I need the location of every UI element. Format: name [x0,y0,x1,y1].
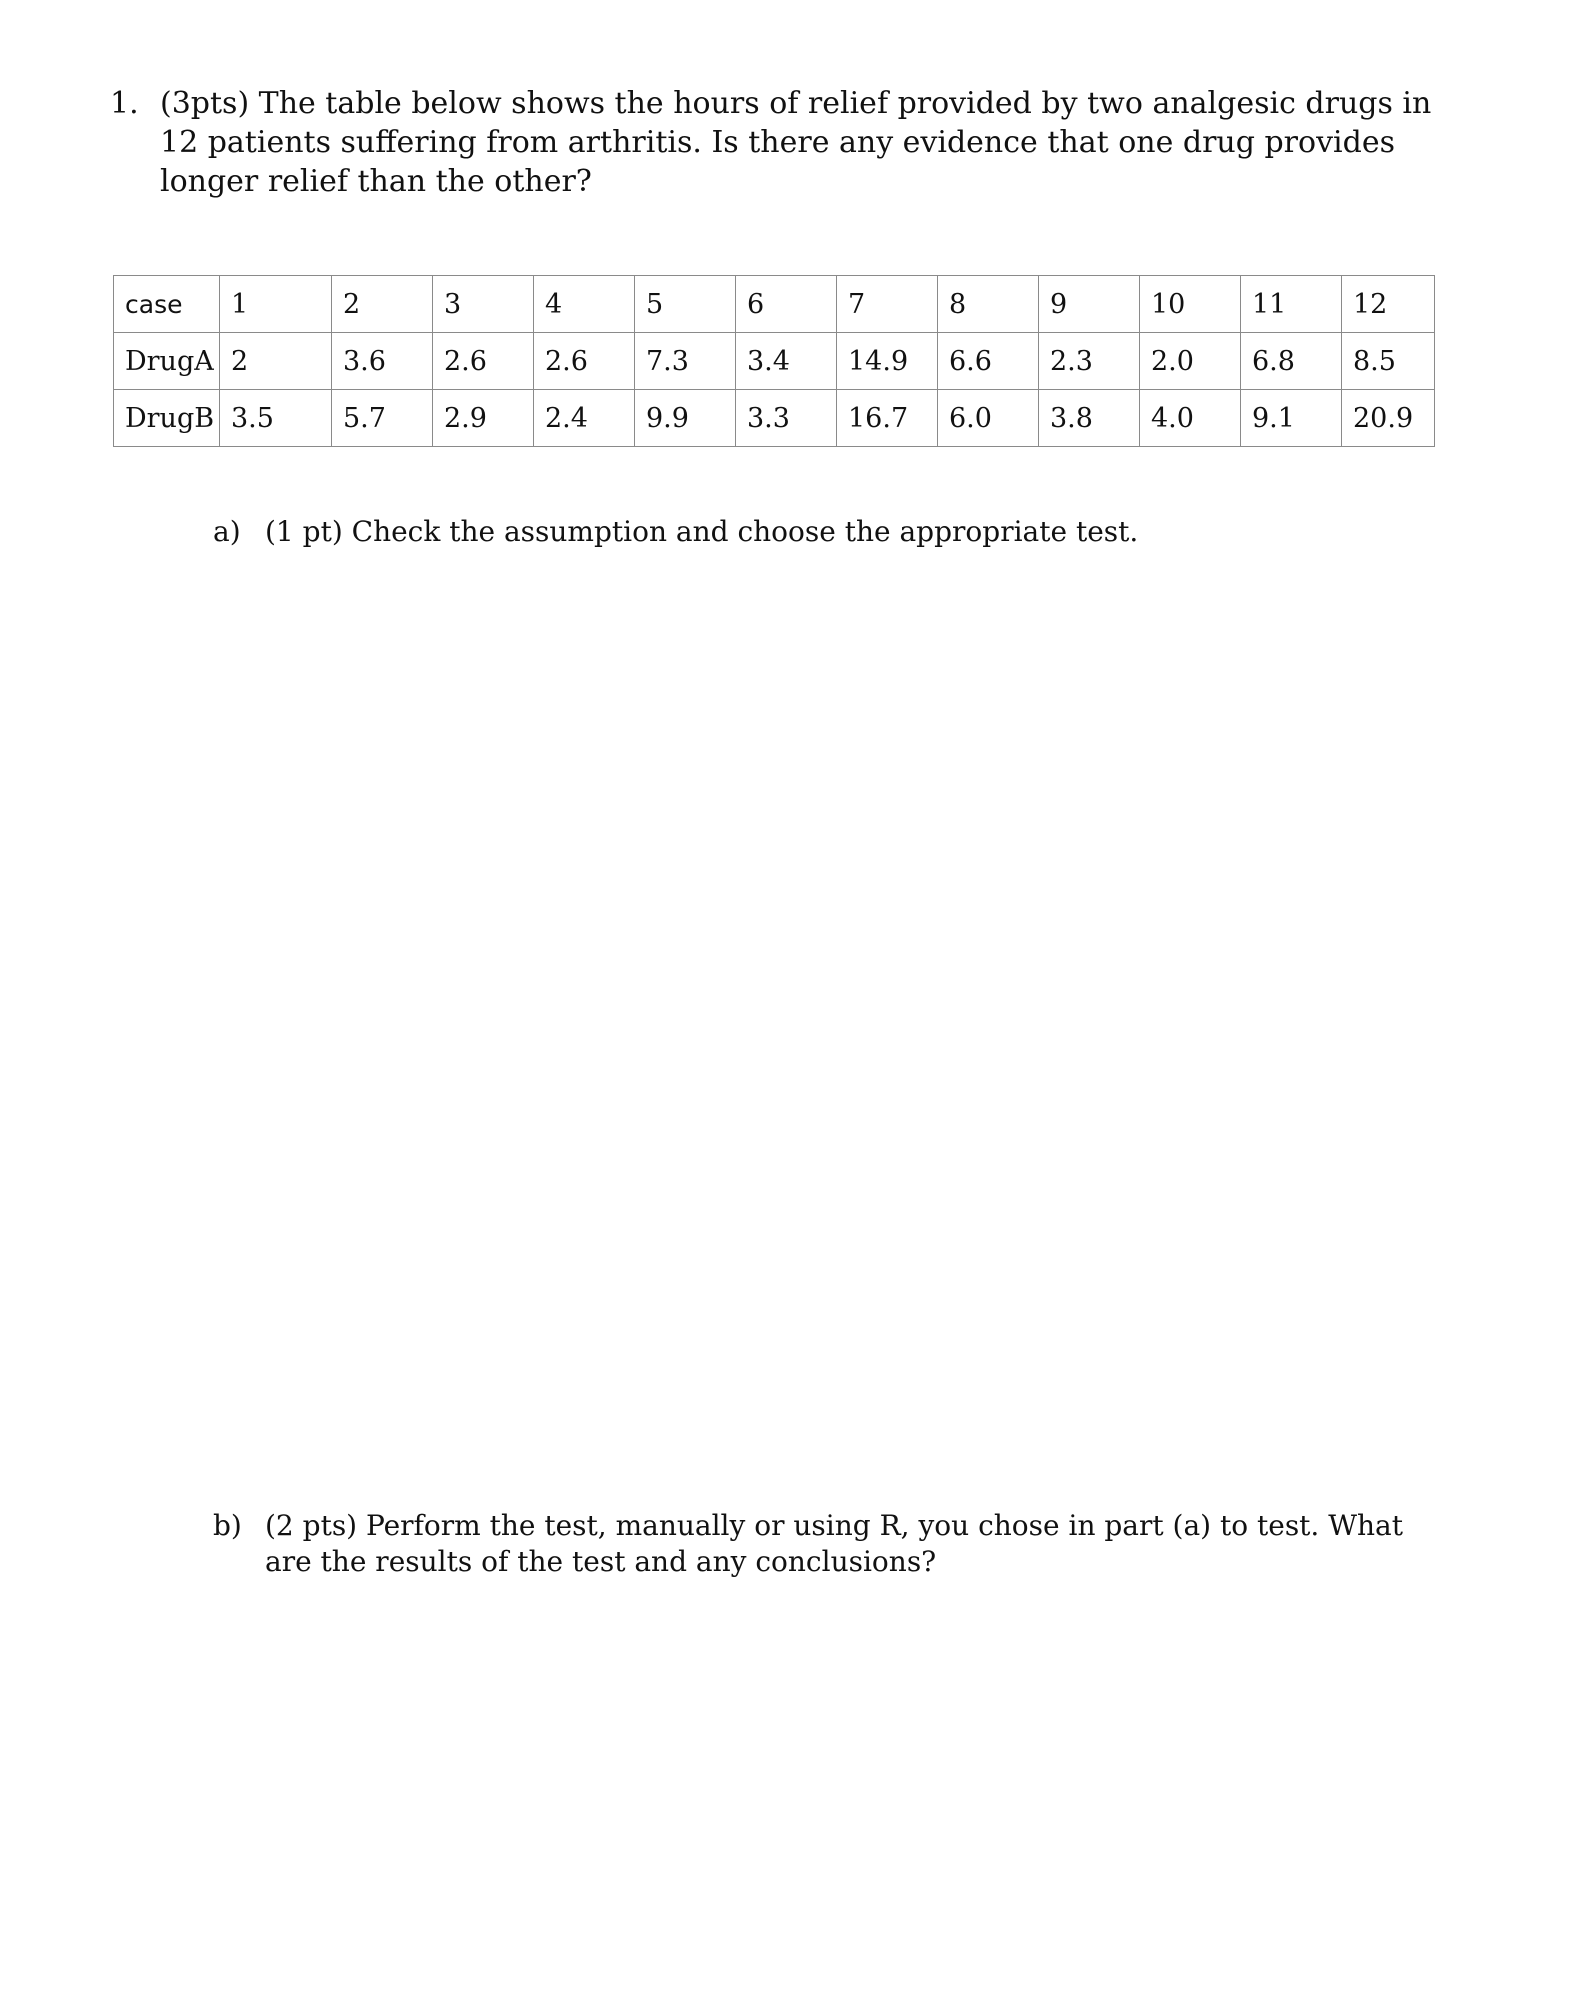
table-cell: 5 [635,276,736,333]
table-cell: 2.3 [1039,333,1140,390]
question-text: (3pts) The table below shows the hours of relief provided by two analgesic drugs in 12 patients suffering from arthritis. Is there any evidence that one drug provides longer relief than the other? [160,86,1432,199]
table-cell: 4 [534,276,635,333]
table-cell: 2.4 [534,390,635,447]
table-cell: 6.8 [1241,333,1342,390]
table-cell: 8 [938,276,1039,333]
table-cell: DrugB [114,390,220,447]
table-cell: 2 [220,333,332,390]
table-cell: 7 [837,276,938,333]
table-cell: 8.5 [1342,333,1435,390]
table-cell: 3.6 [332,333,433,390]
table-cell: 10 [1140,276,1241,333]
part-a-text: (1 pt) Check the assumption and choose the appropriate test. [265,515,1139,548]
part-b [213,1508,1453,1580]
table-cell: 2 [332,276,433,333]
table-cell: 6.0 [938,390,1039,447]
table-cell: 2.6 [433,333,534,390]
table-cell: 7.3 [635,333,736,390]
table-row-drug-a [114,333,1435,390]
table-cell: 20.9 [1342,390,1435,447]
table-cell: 5.7 [332,390,433,447]
table-cell: 3.4 [736,333,837,390]
table-cell: 9.1 [1241,390,1342,447]
table-cell: DrugA [114,333,220,390]
table-cell: 3 [433,276,534,333]
table-cell: 6.6 [938,333,1039,390]
table-cell: 9.9 [635,390,736,447]
table-cell: 1 [220,276,332,333]
relief-hours-table [113,275,1435,447]
table-cell: 3.8 [1039,390,1140,447]
table-cell: 3.3 [736,390,837,447]
table-cell: 2.9 [433,390,534,447]
part-a [213,514,1453,550]
table-cell: 12 [1342,276,1435,333]
table-cell: 4.0 [1140,390,1241,447]
question-number: 1. [110,86,139,121]
table-cell: 6 [736,276,837,333]
part-b-label: b) [213,1509,242,1542]
table-cell: case [114,276,220,333]
table-cell: 3.5 [220,390,332,447]
table-cell: 9 [1039,276,1140,333]
table-row-drug-b [114,390,1435,447]
table-cell: 11 [1241,276,1342,333]
table-cell: 16.7 [837,390,938,447]
question-1 [110,84,1450,201]
table-cell: 2.0 [1140,333,1241,390]
table-cell: 2.6 [534,333,635,390]
part-b-text: (2 pts) Perform the test, manually or using R, you chose in part (a) to test. What are the results of the test and any conclusions? [265,1509,1403,1578]
table-cell: 14.9 [837,333,938,390]
table-row-case [114,276,1435,333]
part-a-label: a) [213,515,241,548]
